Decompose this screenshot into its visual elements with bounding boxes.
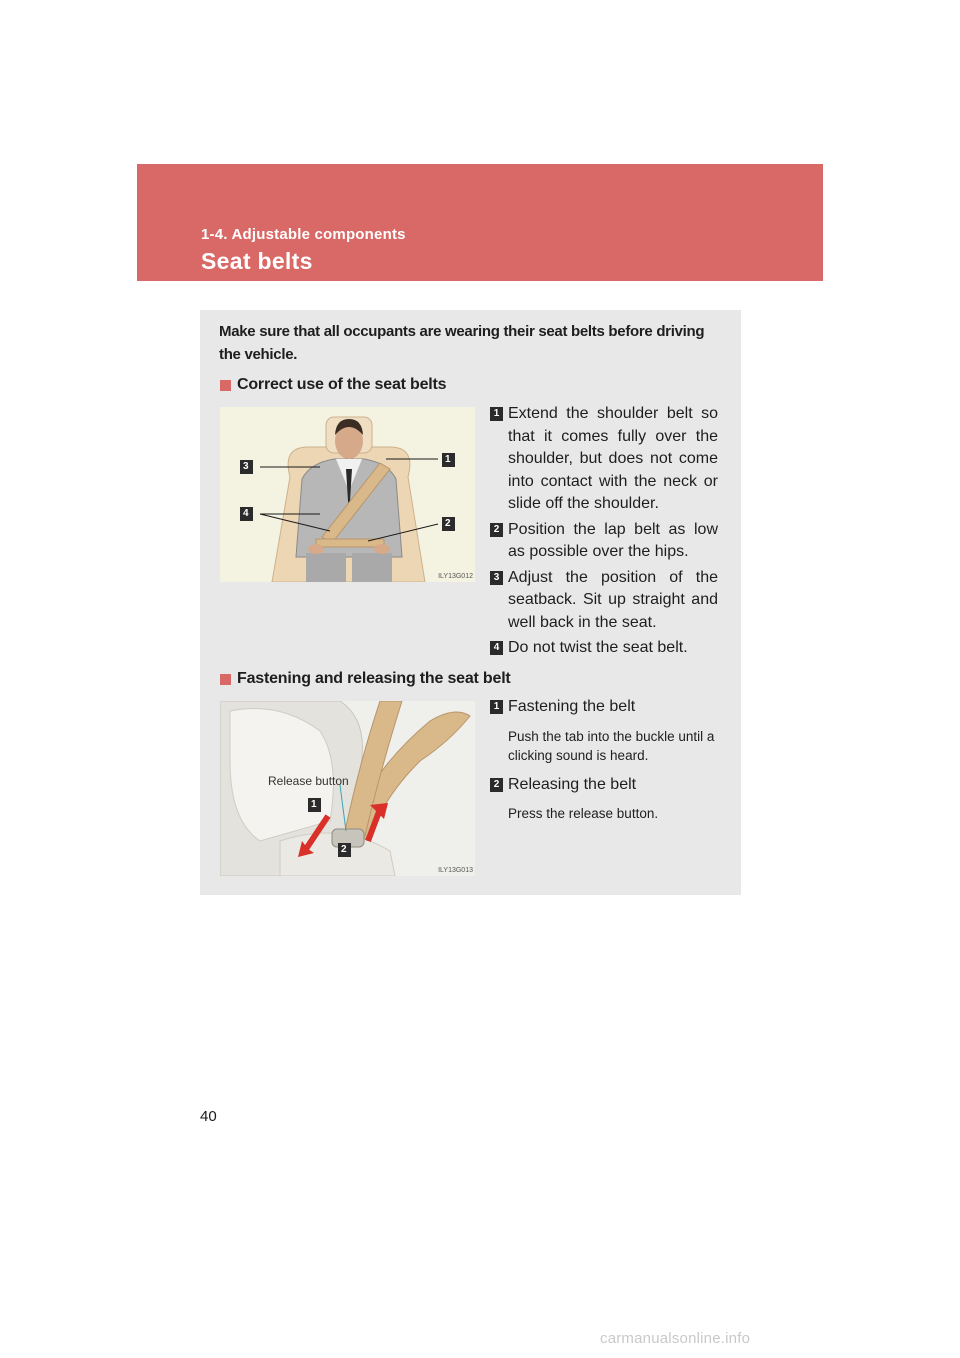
callout-2: 2 — [341, 844, 347, 855]
step-release — [490, 774, 718, 824]
step-2 — [490, 519, 718, 564]
seat-buckle-illustration — [220, 701, 475, 876]
fastening-steps — [490, 696, 718, 823]
step-text: Extend the shoulder belt so that it comes fully over the shoulder, but does not come into contact with the neck or slide off the shoulder. — [508, 405, 718, 512]
release-button-label: Release button — [268, 774, 349, 788]
page-number: 40 — [200, 1108, 217, 1125]
step-note: Push the tab into the buckle until a clicking sound is heard. — [508, 728, 715, 763]
step-number-badge: 2 — [490, 778, 503, 792]
step-title: Fastening the belt — [508, 698, 636, 715]
callout-3: 3 — [243, 461, 249, 472]
step-note: Press the release button. — [508, 806, 659, 821]
step-text: Do not twist the seat belt. — [508, 639, 688, 656]
figure-fastening — [220, 701, 475, 876]
callout-2: 2 — [445, 518, 451, 529]
step-3 — [490, 567, 718, 635]
section-marker-icon — [220, 674, 231, 685]
step-number-badge: 4 — [490, 641, 503, 655]
content-panel — [200, 310, 741, 895]
subheading-correct-use-label: Correct use of the seat belts — [237, 376, 447, 393]
page-title: Seat belts — [201, 248, 313, 274]
step-number-badge: 1 — [490, 407, 503, 421]
step-text: Position the lap belt as low as possible over the hips. — [508, 520, 718, 560]
step-text: Adjust the position of the seatback. Sit up straight and well back in the seat. — [508, 568, 718, 631]
step-title: Releasing the belt — [508, 775, 637, 793]
seated-person-illustration — [220, 407, 475, 582]
figure-code: ILY13G012 — [438, 573, 473, 580]
step-4 — [490, 637, 718, 660]
subheading-fastening — [220, 670, 511, 688]
step-1 — [490, 403, 718, 516]
section-marker-icon — [220, 380, 231, 391]
figure-correct-use — [220, 407, 475, 582]
watermark: carmanualsonline.info — [600, 1330, 751, 1347]
callout-4: 4 — [243, 508, 249, 519]
step-fasten — [490, 696, 718, 765]
step-number-badge: 2 — [490, 523, 503, 537]
subheading-correct-use — [220, 376, 446, 394]
section-label: 1-4. Adjustable components — [201, 226, 406, 243]
step-number-badge: 3 — [490, 571, 503, 585]
figure-code: ILY13G013 — [438, 867, 473, 874]
callout-1: 1 — [445, 454, 451, 465]
callout-1: 1 — [311, 799, 317, 810]
step-number-badge: 1 — [490, 700, 503, 714]
chapter-header — [137, 164, 823, 281]
subheading-fastening-label: Fastening and releasing the seat belt — [237, 670, 511, 687]
correct-use-steps — [490, 403, 718, 660]
intro-text: Make sure that all occupants are wearing their seat belts before driving the vehicle. — [219, 323, 705, 363]
